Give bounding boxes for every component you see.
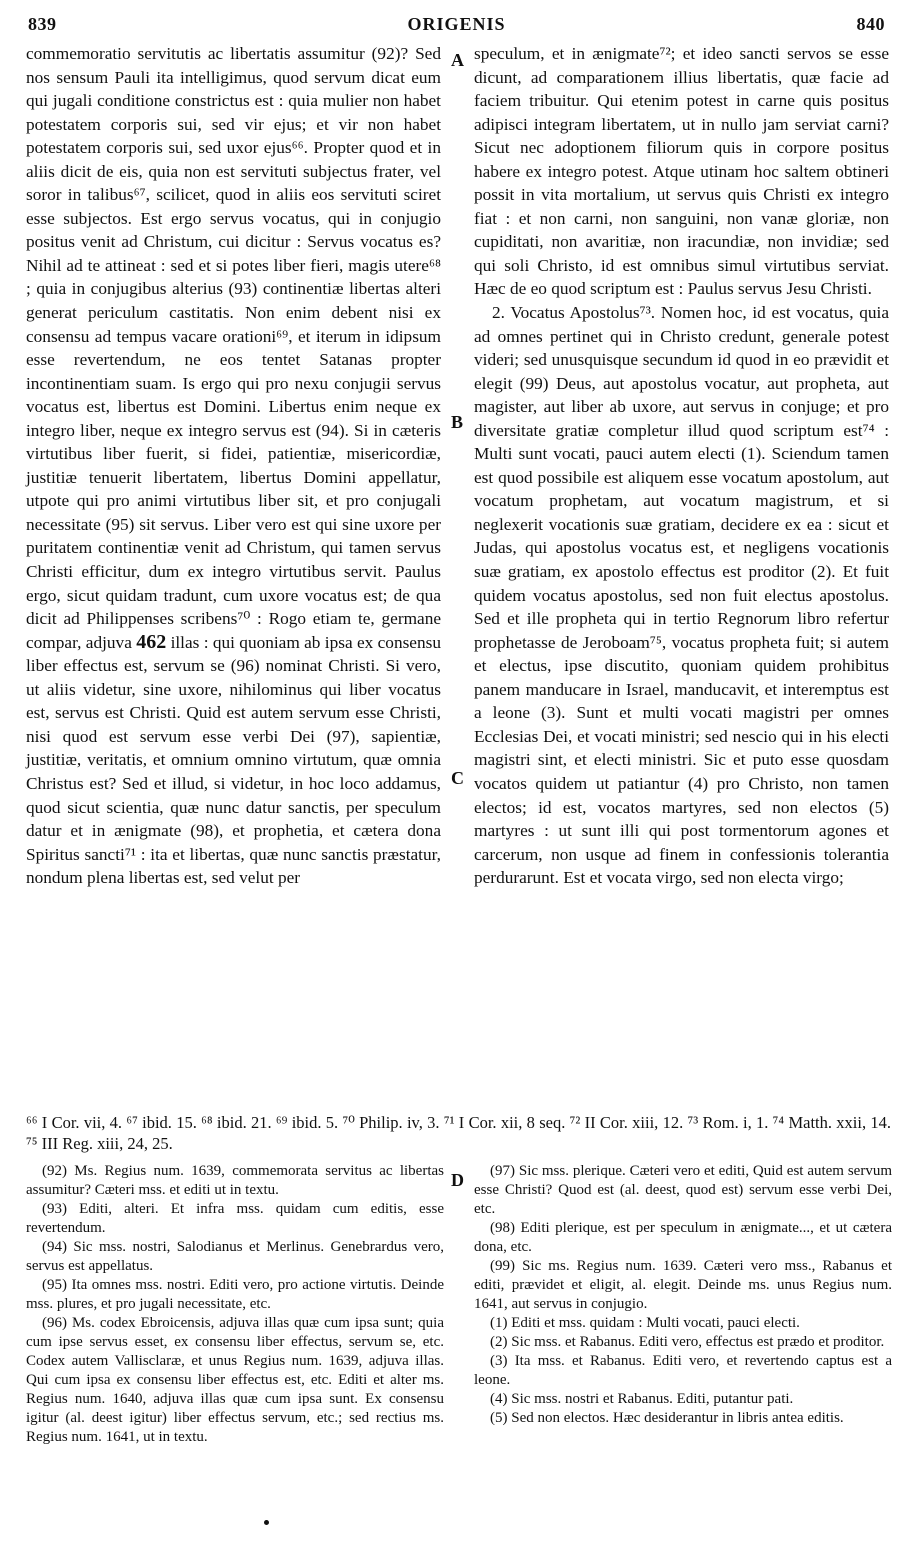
left-paragraph-part-1: commemoratio servitutis ac libertatis assumitur (92)? Sed nos sensum Pauli ita intelligimus, quod servum dicat eum qui jugali conditione constrictus est : quia mulier non habet potestatem corporis sui, sed vir ejus; et vir non habet potestatem corporis sui, sed uxor ejus⁶⁶. Propter quod et in aliis dicit de eis, quia non est servituti subjectus frater, vel soror in talibus⁶⁷, scilicet, quod in aliis eos servituti sciret esse subjectos. Est ergo servus vocatus, qui in conjugio positus venit ad Christum, cui dicitur : Servus vocatus es? Nihil ad te attineat : sed et si potes liber fieri, magis utere⁶⁸ ; quia in conjugibus alterius (93) continentiæ libertas alteri generat periculum castitatis. Non enim debent nisi ex consensu ad tempus vacare orationi⁶⁹, et iterum in idipsum esse revertendum, ne eos tentet Satanas propter incontinentiam suam. Is ergo qui pro nexu conjugii servus vocatus est, libertus est Domini. Libertus enim neque ex integro liber, neque ex integro servus est (94). Si in cæteris virtutibus liber fuerit, si fidei, patientiæ, misericordiæ, justitiæ tenuerit libertatem, libertus Domini appellatur, utpote qui pro animi virtutibus liber sit, et pro conjugali necessitate (95) sit servus. Liber vero est qui sine uxore per puritatem continentiæ venit ad Christum, qui tamen servus Christi efficitur, dum ex integro virtutibus servit. Paulus ergo, sicut quidam tradunt, cum uxore vocatus est; de qua dicit ad Philippenses scribens⁷⁰ : Rogo etiam te, germane compar, adjuva <box>26 44 441 652</box>
page-number-right: 840 <box>856 13 885 34</box>
right-paragraph-2: 2. Vocatus Apostolus⁷³. Nomen hoc, id est vocatus, quia ad omnes pertinet qui in Christo credunt, generale potest videri; sed unusquisque secundum id quod in eo prævidit et elegit (99) Deus, aut apostolus vocatur, aut propheta, aut magister, aut liber ab uxore, aut servus in conjuge; et pro diversitate gratiæ completur illud quod scriptum est⁷⁴ : Multi sunt vocati, pauci autem electi (1). Sciendum tamen est quod possibile est aliquem esse vocatum apostolum, aut vocatum prophetam, aut vocatum magistrum, et si neglexerit vocationis suæ gratiam, decidere ex ea : sicut et Judas, qui apostolus vocatus est, et negligens vocationis suæ gratiam, ex apostolo effectus est proditor (2). Et fuit quidem vocatus apostolus, sed non fuit electus apostolus. Sed et ille propheta qui in tertio Regnorum libro refertur prophetasse de Jeroboam⁷⁵, vocatus propheta fuit; si autem et electus, ipse discutito, quoniam quidem prohibitus panem manducare in Israel, manducavit, et interemptus est a leone (3). Sunt et multi vocati magistri per omnes Ecclesias Dei, et vocati ministri; sed nescio qui in his electi magistri sint, et electi ministri. Sic et puto esse quosdam vocatos quidem ut patiantur (4) pro Christo, non tamen electos; id est, vocatos martyres, sed non electos (5) martyres : ut sunt illi qui post tormentorum agones et carcerum, non usque ad finem in confessionis tolerantia perdurarunt. Est et vocata virgo, sed non electa virgo; <box>474 303 889 888</box>
left-paragraph-part-2: illas : qui quoniam ab ipsa ex consensu liber effectus est, servum se (96) nominat Christi. Si vero, ut aliis videtur, sine uxore, nihilominus qui liber vocatus est, servus est Christi. Quid est autem servum esse Christi, nisi quod est servum esse verbi Dei (97), sapientiæ, justitiæ, veritatis, et omnium omnino virtutum, quæ omnia Christus est? Sed et illud, si videtur, in hoc loco addamus, quod sicut scientia, quæ nunc datur sanctis, per speculum datur et in ænigmate (98), et prophetia, et cætera dona Spiritus sancti⁷¹ : ita et libertas, quæ nunc sanctis præstatur, nondum plena libertas est, sed velut per <box>26 632 441 888</box>
page-dot-mark <box>264 1520 269 1525</box>
margin-marker-b: B <box>451 412 464 432</box>
footnote: (93) Editi, alteri. Et infra mss. quidam cum editis, esse revertendum. <box>26 1201 444 1236</box>
margin-marker-a: A <box>451 50 464 70</box>
running-title: ORIGENIS <box>407 13 506 34</box>
footnote: (98) Editi plerique, est per speculum in ænigmate..., et ut cætera dona, etc. <box>474 1220 892 1255</box>
footnote: (2) Sic mss. et Rabanus. Editi vero, effectus est prædo et proditor. <box>490 1334 885 1350</box>
footnote: (97) Sic mss. plerique. Cæteri vero et editi, Quid est autem servum esse Christi? Quod est (al. deest, quod est) servum esse verbi Dei, etc. <box>474 1163 892 1217</box>
footnotes-right <box>474 1162 892 1428</box>
right-text-column <box>474 42 889 890</box>
margin-marker-d: D <box>451 1170 464 1190</box>
footnotes-left <box>26 1162 444 1447</box>
footnote: (92) Ms. Regius num. 1639, commemorata servitus ac libertas assumitur? Cæteri mss. et editi ut in textu. <box>26 1163 444 1198</box>
inline-column-number: 462 <box>136 630 167 653</box>
left-paragraph <box>26 42 441 890</box>
right-paragraph-1: speculum, et in ænigmate⁷²; et ideo sancti servos se esse dicunt, ad comparationem illius libertatis, quæ facie ad faciem tribuitur. Qui etenim potest in carne quis positus adipisci integram libertatem, ut in nullo jam serviat carni? Sicut nec adoptionem filiorum quis in corpore positus habere ex integro potest. Atque utinam hoc saltem obtineri possit in vita mortalium, ut servus quis Christi ex integro fiat : et non carni, non sanguini, non vanæ gloriæ, non cupiditati, non avaritiæ, non iracundiæ, non invidiæ; sed qui soli Christo, id est omnibus simul virtutibus serviat. Hæc de eo quod scriptum est : Paulus servus Jesu Christi. <box>474 44 889 299</box>
footnote: (94) Sic mss. nostri, Salodianus et Merlinus. Genebrardus vero, servus est appellatus. <box>26 1239 444 1274</box>
margin-marker-c: C <box>451 768 464 788</box>
scripture-references: ⁶⁶ I Cor. vii, 4. ⁶⁷ ibid. 15. ⁶⁸ ibid. 21. ⁶⁹ ibid. 5. ⁷⁰ Philip. iv, 3. ⁷¹ I Cor. xii, 8 seq. ⁷² II Cor. xiii, 12. ⁷³ Rom. i, 1. ⁷⁴ Matth. xxii, 14. ⁷⁵ III Reg. xiii, 24, 25. <box>26 1113 891 1153</box>
left-text-column <box>26 42 441 890</box>
footnote: (3) Ita mss. et Rabanus. Editi vero, et revertendo captus est a leone. <box>474 1353 892 1388</box>
footnote: (4) Sic mss. nostri et Rabanus. Editi, putantur pati. <box>490 1391 794 1407</box>
page-header <box>28 10 885 38</box>
page-number-left: 839 <box>28 13 57 34</box>
footnote: (96) Ms. codex Ebroicensis, adjuva illas quæ cum ipsa sunt; quia cum ipse servus esset, ex consensu liber effectus, servum se, etc. Codex autem Vallisclaræ, et unus Regius num. 1639, adjuva illas. Qui cum ipsa ex consensu liber effectus est, etc. Editi et alter ms. Regius num. 1640, adjuva illas quæ cum ipsa sunt. Ex consensu igitur (al. deest igitur) liber effectus servum, etc.; sed rectius ms. Regius num. 1641, ut in textu. <box>26 1315 444 1445</box>
footnote: (1) Editi et mss. quidam : Multi vocati, pauci electi. <box>490 1315 800 1331</box>
footnote: (99) Sic ms. Regius num. 1639. Cæteri vero mss., Rabanus et editi, prævidet et eligit, al. elegit. Deinde ms. unus Regius num. 1641, aut servus in conjugio. <box>474 1258 892 1312</box>
footnote: (95) Ita omnes mss. nostri. Editi vero, pro actione virtutis. Deinde mss. plures, et pro jugali necessitate, etc. <box>26 1277 444 1312</box>
footnote: (5) Sed non electos. Hæc desiderantur in libris antea editis. <box>490 1410 844 1426</box>
